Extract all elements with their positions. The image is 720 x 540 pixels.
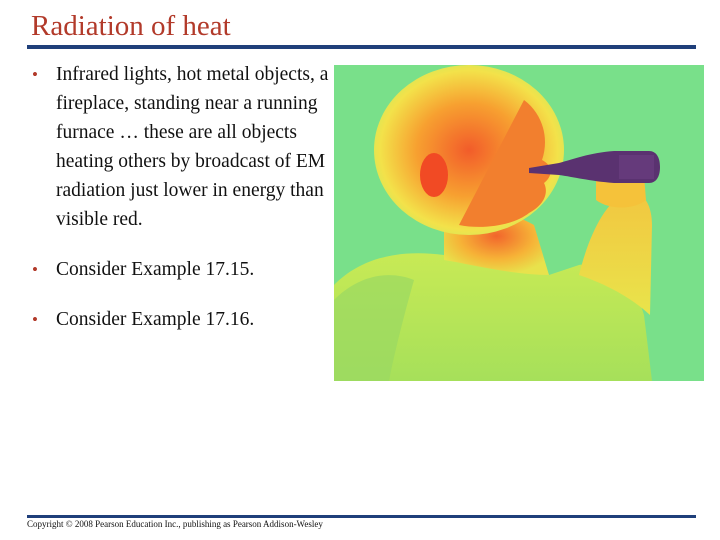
bullet-marker: •: [32, 310, 38, 329]
bullet-text: Infrared lights, hot metal objects, a fireplace, standing near a running furnace … these are all objects heating others by broadcast of EM radiation just lower in energy than visible red.: [56, 64, 329, 230]
title-divider: [27, 45, 696, 49]
copyright-text: Copyright © 2008 Pearson Education Inc., publishing as Pearson Addison-Wesley: [27, 519, 323, 529]
bullet-text: Consider Example 17.15.: [56, 259, 255, 280]
bullet-marker: •: [32, 260, 38, 279]
bullet-item: [32, 255, 337, 284]
bullet-item: [32, 305, 337, 334]
slide-title: Radiation of heat: [31, 10, 231, 42]
bullet-text: Consider Example 17.16.: [56, 309, 255, 330]
footer-divider: [27, 515, 696, 518]
bullet-item: [32, 60, 337, 234]
thermal-image: [334, 65, 704, 381]
bullet-marker: •: [32, 65, 38, 84]
bullet-list: [32, 60, 337, 355]
